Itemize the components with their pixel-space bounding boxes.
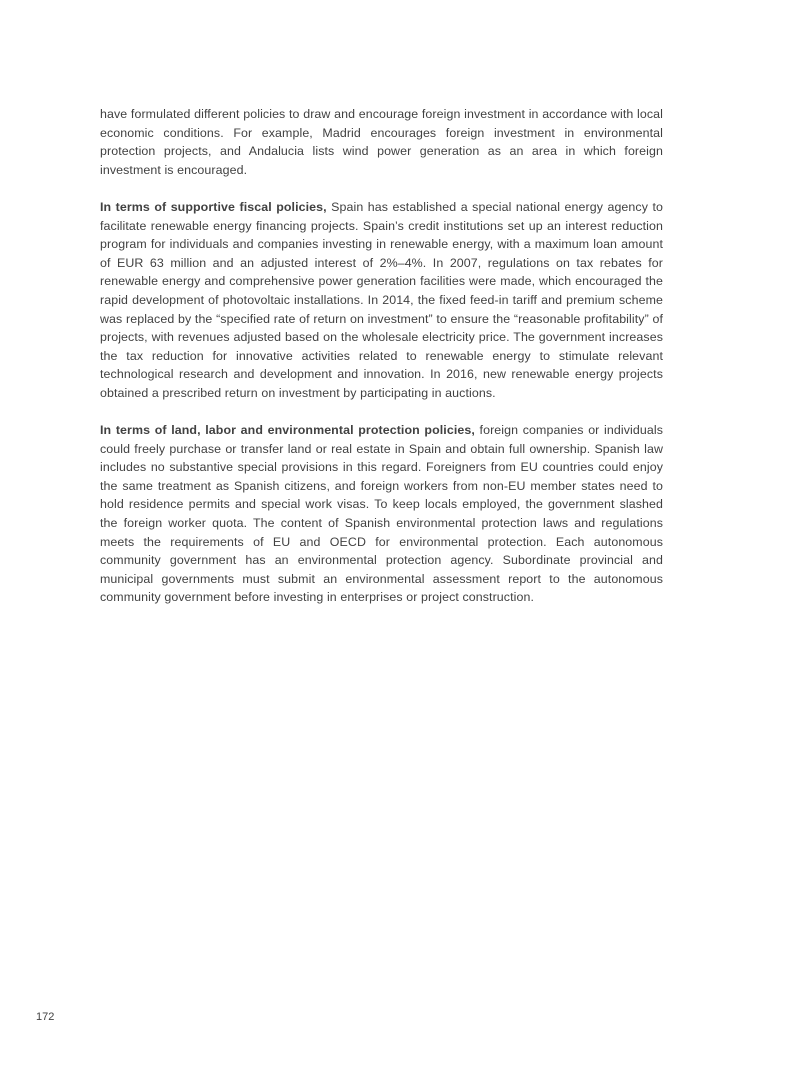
page-number: 172 bbox=[36, 1011, 55, 1023]
paragraph-regional-policies-text: have formulated different policies to draw and encourage foreign investment in accordance with local economic conditions. For example, Madrid encourages foreign investment in environmental protection projects, and Andalucia lists wind power generation as an area in which foreign investment is encouraged. bbox=[100, 107, 663, 177]
document-page-body bbox=[100, 105, 663, 626]
paragraph-fiscal-policies bbox=[100, 198, 663, 403]
paragraph-regional-policies bbox=[100, 105, 663, 179]
paragraph-land-labor-environment-policies-text: foreign companies or individuals could freely purchase or transfer land or real estate in Spain and obtain full ownership. Spanish law includes no substantive special provisions in this regard. Foreigners from EU countries could enjoy the same treatment as Spanish citizens, and foreign workers from non-EU member states need to hold residence permits and special work visas. To keep locals employed, the government slashed the foreign worker quota. The content of Spanish environmental protection laws and regulations meets the requirements of EU and OECD for environmental protection. Each autonomous community government has an environmental protection agency. Subordinate provincial and municipal governments must submit an environmental assessment report to the autonomous community government before investing in enterprises or project construction. bbox=[100, 423, 663, 605]
paragraph-land-labor-environment-policies bbox=[100, 421, 663, 607]
paragraph-fiscal-policies-lead: In terms of supportive fiscal policies, bbox=[100, 199, 327, 214]
paragraph-land-labor-environment-policies-lead: In terms of land, labor and environmental protection policies, bbox=[100, 423, 475, 438]
paragraph-fiscal-policies-text: Spain has established a special national energy agency to facilitate renewable energy financing projects. Spain’s credit institutions set up an interest reduction program for individuals and companies investing in renewable energy, with a maximum loan amount of EUR 63 million and an adjusted interest of 2%–4%. In 2007, regulations on tax rebates for renewable energy and comprehensive power generation facilities were made, which encouraged the rapid development of photovoltaic installations. In 2014, the fixed feed-in tariff and premium scheme was replaced by the “specified rate of return on investment” to ensure the “reasonable profitability” of projects, with revenues adjusted based on the wholesale electricity price. The government increases the tax reduction for innovative activities related to renewable energy to stimulate relevant technological research and development and innovation. In 2016, new renewable energy projects obtained a prescribed return on investment by participating in auctions. bbox=[100, 199, 663, 400]
